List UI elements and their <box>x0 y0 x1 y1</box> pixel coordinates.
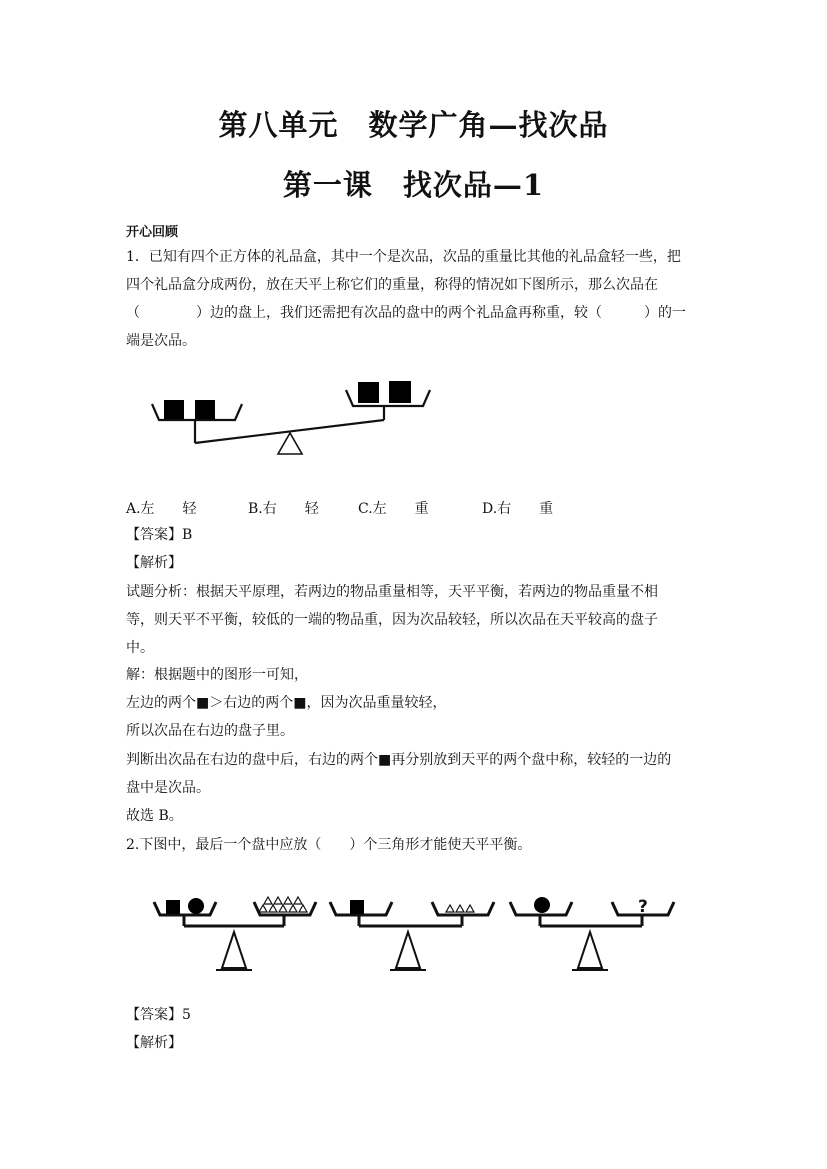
q1-line-3: （ ）边的盘上，我们还需把有次品的盘中的两个礼品盒再称重，较（ ）的一 <box>126 305 686 321</box>
q1-left-box-2 <box>195 400 215 419</box>
q2-b1-square <box>166 900 180 914</box>
q2-answer: 【答案】5 <box>126 1007 191 1023</box>
q1-analysis-line-7: 判断出次品在右边的盘中后，右边的两个■再分别放到天平的两个盘中称，较轻的一边的 <box>126 752 672 768</box>
q1-option-c: C.左 重 <box>358 501 429 517</box>
q1-right-box-2 <box>389 381 411 403</box>
q2-question: 2.下图中，最后一个盘中应放（ ）个三角形才能使天平平衡。 <box>126 837 532 853</box>
q1-analysis-line-3: 中。 <box>126 640 154 656</box>
q2-b3-circle <box>534 897 550 913</box>
q1-left-box-1 <box>164 400 184 419</box>
page-subtitle: 第一课 找次品—1 <box>282 168 545 202</box>
q2-balance-1 <box>154 897 316 970</box>
q1-right-box-1 <box>358 382 379 403</box>
page-title: 第八单元 数学广角—找次品 <box>218 108 609 142</box>
q2-balance-2 <box>330 900 494 970</box>
q1-balance-figure <box>140 368 450 462</box>
q1-analysis-line-9: 故选 B。 <box>126 808 183 824</box>
q2-balance-3 <box>510 897 674 970</box>
section-heading: 开心回顾 <box>126 225 179 240</box>
q1-analysis-line-6: 所以次品在右边的盘子里。 <box>126 723 294 739</box>
q2-balances-figure <box>150 888 690 980</box>
q1-answer: 【答案】B <box>126 527 193 543</box>
q1-analysis-line-8: 盘中是次品。 <box>126 780 210 796</box>
q1-option-b: B.右 轻 <box>248 501 319 517</box>
q2-b1-circle <box>188 898 204 914</box>
q1-analysis-line-1: 试题分析：根据天平原理，若两边的物品重量相等，天平平衡，若两边的物品重量不相 <box>126 584 658 600</box>
q1-line-1: 1．已知有四个正方体的礼品盒，其中一个是次品，次品的重量比其他的礼品盒轻一些，把 <box>126 249 681 265</box>
q1-line-2: 四个礼品盒分成两份，放在天平上称它们的重量，称得的情况如下图所示，那么次品在 <box>126 277 658 293</box>
q2-analysis-label: 【解析】 <box>126 1035 182 1051</box>
q1-analysis-line-2: 等，则天平不平衡，较低的一端的物品重，因为次品较轻，所以次品在天平较高的盘子 <box>126 612 658 628</box>
q1-analysis-line-4: 解：根据题中的图形一可知， <box>126 667 308 683</box>
q2-b2-square <box>350 900 364 914</box>
q1-line-4: 端是次品。 <box>126 333 196 349</box>
q1-analysis-line-5: 左边的两个■＞右边的两个■，因为次品重量较轻， <box>126 695 447 711</box>
q2-question-mark: ? <box>638 897 648 917</box>
q1-analysis-label: 【解析】 <box>126 555 182 571</box>
q1-option-d: D.右 重 <box>482 501 554 517</box>
q1-option-a: A.左 轻 <box>126 501 197 517</box>
